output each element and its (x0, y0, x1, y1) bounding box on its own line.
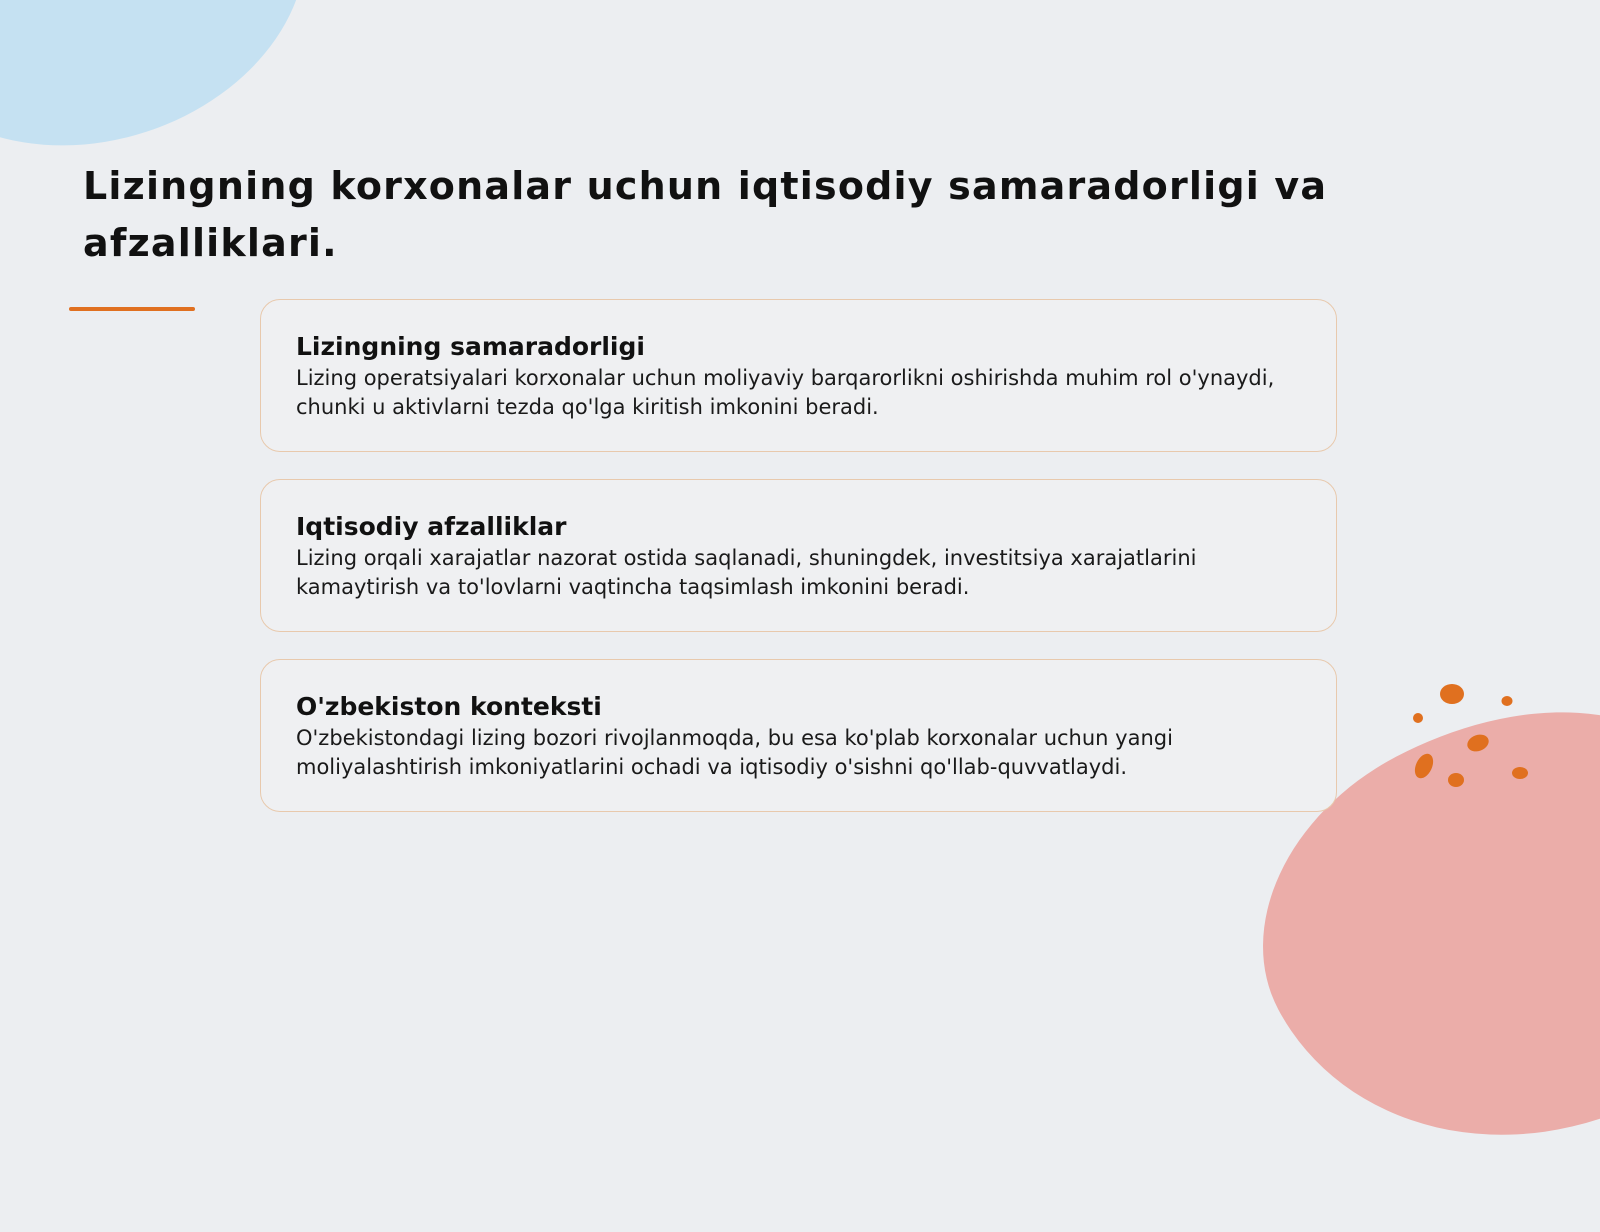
card-text: Lizing operatsiyalari korxonalar uchun moliyaviy barqarorlikni oshirishda muhim rol o'ynaydi, chunki u aktivlarni tezda qo'lga kiritish imkonini beradi. (296, 366, 1275, 419)
card-text: O'zbekistondagi lizing bozori rivojlanmoqda, bu esa ko'plab korxonalar uchun yangi moliyalashtirish imkoniyatlarini ochadi va iqtisodiy o'sishni qo'llab-quvvatlaydi. (296, 726, 1173, 779)
card-title: Iqtisodiy afzalliklar (296, 512, 567, 541)
decorative-orange-dots (1400, 674, 1540, 804)
title-accent-line (69, 307, 195, 311)
card-text: Lizing orqali xarajatlar nazorat ostida saqlanadi, shuningdek, investitsiya xarajatlarini kamaytirish va to'lovlarni vaqtincha taqsimlash imkonini beradi. (296, 546, 1197, 599)
card-title: O'zbekiston konteksti (296, 692, 602, 721)
card-title: Lizingning samaradorligi (296, 332, 645, 361)
card-ozbekiston-konteksti (260, 659, 1337, 812)
card-lizing-samaradorligi (260, 299, 1337, 452)
slide-title: Lizingning korxonalar uchun iqtisodiy samaradorligi va afzalliklari. (83, 164, 1328, 265)
card-iqtisodiy-afzalliklar (260, 479, 1337, 632)
